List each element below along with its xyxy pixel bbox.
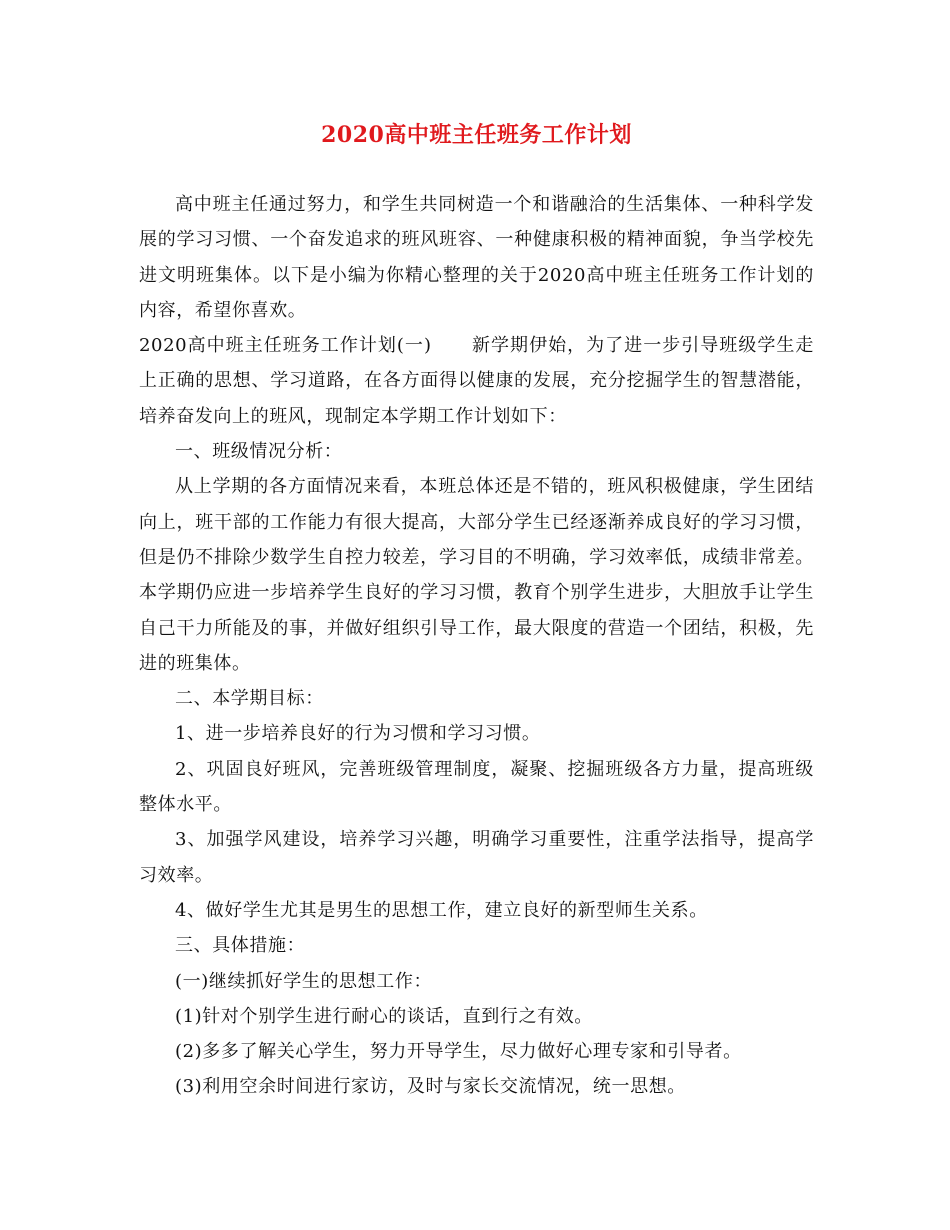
measure-item-1: (1)针对个别学生进行耐心的谈话，直到行之有效。 xyxy=(175,1005,593,1027)
section-heading-goals: 二、本学期目标： xyxy=(175,688,324,710)
measure-item-3: (3)利用空余时间进行家访，及时与家长交流情况，统一思想。 xyxy=(175,1076,686,1098)
section-heading-analysis: 一、班级情况分析： xyxy=(175,441,343,463)
goal-item-1: 1、进一步培养良好的行为习惯和学习习惯。 xyxy=(175,723,541,745)
measure-item-2: (2)多多了解关心学生，努力开导学生，尽力做好心理专家和引导者。 xyxy=(175,1041,742,1063)
plan-one-intro: 新学期伊始，为了进一步引导班级学生走上正确的思想、学习道路，在各方面得以健康的发展，充分挖掘学生的智慧潜能，培养奋发向上的班风，现制定本学期工作计划如下： xyxy=(139,335,814,427)
intro-paragraph: 高中班主任通过努力，和学生共同树造一个和谐融洽的生活集体、一种科学发展的学习习惯、一个奋发追求的班风班容、一种健康积极的精神面貌，争当学校先进文明班集体。以下是小编为你精心整理的关于2020高中班主任班务工作计划的内容，希望你喜欢。 xyxy=(139,194,814,321)
goal-item-4: 4、做好学生尤其是男生的思想工作，建立良好的新型师生关系。 xyxy=(175,899,708,921)
section-heading-measures: 三、具体措施： xyxy=(175,935,306,957)
goal-item-3: 3、加强学风建设，培养学习兴趣，明确学习重要性，注重学法指导，提高学习效率。 xyxy=(139,829,814,886)
document-title: 2020高中班主任班务工作计划 xyxy=(321,122,632,148)
plan-one-heading: 2020高中班主任班务工作计划(一) xyxy=(139,335,432,357)
plan-one-paragraph xyxy=(139,328,814,434)
document-body xyxy=(139,187,814,1105)
analysis-paragraph: 从上学期的各方面情况来看，本班总体还是不错的，班风积极健康，学生团结向上，班干部的工作能力有很大提高，大部分学生已经逐渐养成良好的学习习惯，但是仍不排除少数学生自控力较差，学习目的不明确，学习效率低，成绩非常差。本学期仍应进一步培养学生良好的学习习惯，教育个别学生进步，大胆放手让学生自己干力所能及的事，并做好组织引导工作，最大限度的营造一个团结，积极，先进的班集体。 xyxy=(139,476,814,674)
measure-subheading-1: (一)继续抓好学生的思想工作： xyxy=(175,970,433,992)
goal-item-2: 2、巩固良好班风，完善班级管理制度，凝聚、挖掘班级各方力量，提高班级整体水平。 xyxy=(139,758,814,816)
